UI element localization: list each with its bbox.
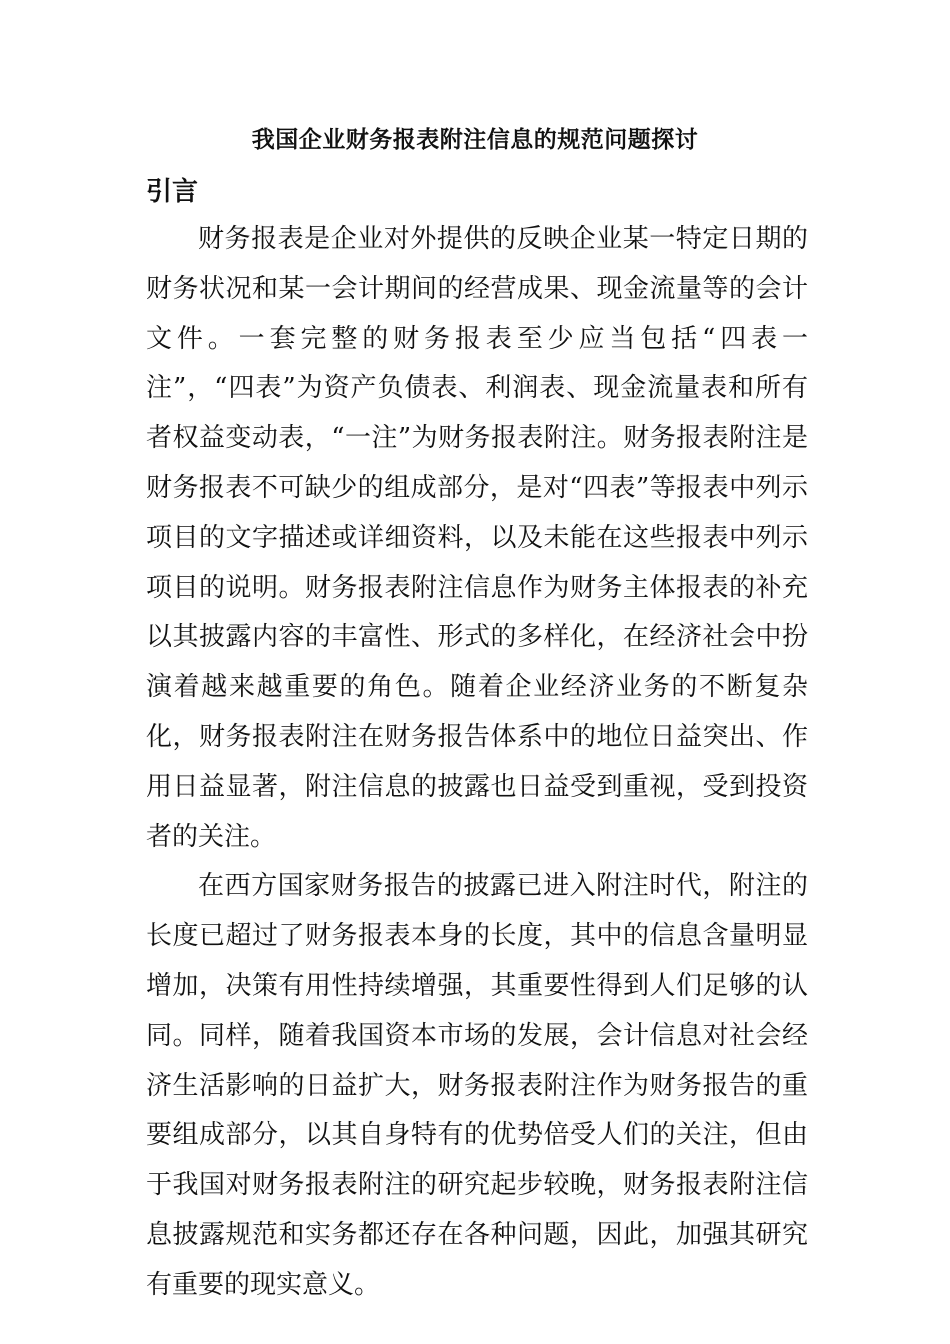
paragraph: 在西方国家财务报告的披露已进入附注时代，附注的长度已超过了财务报表本身的长度，其中的信息含量明显增加，决策有用性持续增强，其重要性得到人们足够的认同。同样，随着我国资本市场的发展，会计信息对社会经济生活影响的日益扩大，财务报表附注作为财务报告的重要组成部分，以其自身特有的优势倍受人们的关注，但由于我国对财务报表附注的研究起步较晚，财务报表附注信息披露规范和实务都还存在各种问题，因此，加强其研究有重要的现实意义。 bbox=[146, 871, 808, 1300]
document-body bbox=[146, 215, 808, 1311]
paragraph: 财务报表是企业对外提供的反映企业某一特定日期的财务状况和某一会计期间的经营成果、现金流量等的会计文件。一套完整的财务报表至少应当包括“四表一注”，“四表”为资产负债表、利润表、现金流量表和所有者权益变动表，“一注”为财务报表附注。财务报表附注是财务报表不可缺少的组成部分，是对“四表”等报表中列示项目的文字描述或详细资料，以及未能在这些报表中列示项目的说明。财务报表附注信息作为财务主体报表的补充以其披露内容的丰富性、形式的多样化，在经济社会中扮演着越来越重要的角色。随着企业经济业务的不断复杂化，财务报表附注在财务报告体系中的地位日益突出、作用日益显著，附注信息的披露也日益受到重视，受到投资者的关注。 bbox=[146, 224, 808, 852]
document-title: 我国企业财务报表附注信息的规范问题探讨 bbox=[251, 126, 699, 153]
section-heading: 引言 bbox=[146, 177, 199, 207]
